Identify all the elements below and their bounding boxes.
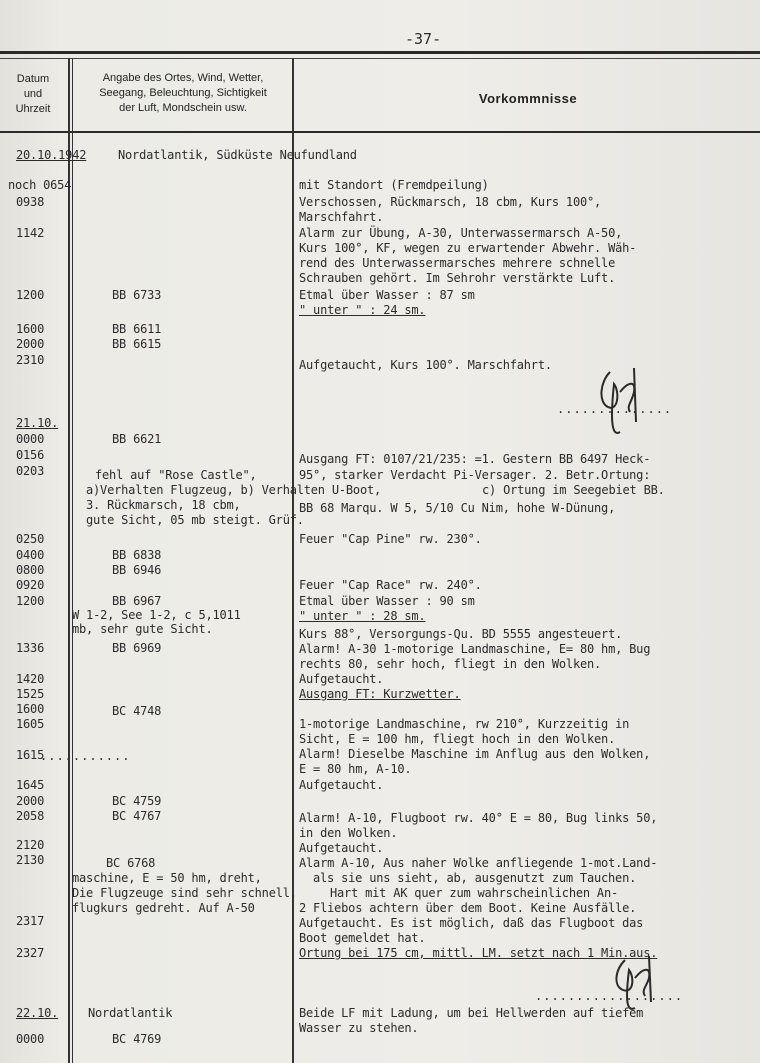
- date-cell: 22.10.: [16, 1006, 59, 1020]
- time-cell: 1525: [16, 687, 45, 701]
- event-cell: als sie uns sieht, ab, ausgenutzt zum Tauchen.: [313, 871, 637, 885]
- time-cell: 0920: [16, 578, 45, 592]
- time-cell: 2000: [16, 794, 45, 808]
- time-cell: 2130: [16, 853, 45, 867]
- place-cell: fehl auf "Rose Castle",: [95, 468, 257, 482]
- event-cell: Feuer "Cap Pine" rw. 230°.: [299, 532, 482, 546]
- time-cell: 0000: [16, 432, 45, 446]
- place-cell: BB 6611: [112, 322, 162, 336]
- event-cell: Etmal über Wasser : 87 sm: [299, 288, 475, 302]
- column-divider-2: [292, 58, 294, 1063]
- header-ort: [74, 71, 292, 116]
- event-cell: Beide LF mit Ladung, um bei Hellwerden auf tiefem: [299, 1006, 644, 1020]
- time-cell: 2058: [16, 809, 45, 823]
- time-cell: 1645: [16, 778, 45, 792]
- place-cell: BB 6946: [112, 563, 162, 577]
- place-cell: flugkurs gedreht. Auf A-50: [72, 901, 255, 915]
- event-cell: Wasser zu stehen.: [299, 1021, 419, 1035]
- place-cell: BC 4759: [112, 794, 162, 808]
- event-cell: Alarm! A-30 1-motorige Landmaschine, E= 80 hm, Bug: [299, 642, 651, 656]
- event-cell: " unter " : 24 sm.: [299, 303, 426, 317]
- time-cell: 2327: [16, 946, 45, 960]
- event-cell: Verschossen, Rückmarsch, 18 cbm, Kurs 100°,: [299, 195, 602, 209]
- place-cell: BC 4769: [112, 1032, 162, 1046]
- time-cell: 1615: [16, 748, 45, 762]
- place-cell: BB 6733: [112, 288, 162, 302]
- event-cell: 95°, starker Verdacht Pi-Versager. 2. Betr.Ortung:: [299, 468, 651, 482]
- header-ort-line: Angabe des Ortes, Wind, Wetter,: [102, 72, 264, 84]
- time-cell: 1600: [16, 322, 45, 336]
- event-cell: Feuer "Cap Race" rw. 240°.: [299, 578, 482, 592]
- place-cell: mb, sehr gute Sicht.: [72, 622, 213, 636]
- time-cell: 0250: [16, 532, 45, 546]
- event-cell: Aufgetaucht.: [299, 672, 384, 686]
- time-cell: 2000: [16, 337, 45, 351]
- header-datum-line: Uhrzeit: [15, 103, 51, 115]
- place-cell: BB 6967: [112, 594, 162, 608]
- event-cell: " unter " : 28 sm.: [299, 609, 426, 623]
- header-datum-line: Datum: [16, 73, 50, 85]
- event-cell: in den Wolken.: [299, 826, 398, 840]
- event-cell: E = 80 hm, A-10.: [299, 762, 412, 776]
- date-cell: 21.10.: [16, 416, 59, 430]
- time-cell: 0000: [16, 1032, 45, 1046]
- place-cell: Die Flugzeuge sind sehr schnell.: [72, 886, 297, 900]
- header-bottom-rule: [0, 131, 760, 133]
- place-cell: a)Verhalten Flugzeug, b) Verhalten U-Boot,: [86, 483, 382, 497]
- time-cell: 0800: [16, 563, 45, 577]
- time-cell: 1142: [16, 226, 45, 240]
- place-cell: BC 6768: [106, 856, 156, 870]
- time-cell: 2310: [16, 353, 45, 367]
- signature-dots: ..............: [557, 402, 673, 416]
- header-ort-line: Seegang, Beleuchtung, Sichtigkeit: [99, 87, 267, 99]
- header-ort-line: der Luft, Mondschein usw.: [119, 102, 247, 114]
- event-cell: BB 68 Marqu. W 5, 5/10 Cu Nim, hohe W-Dünung,: [299, 501, 616, 515]
- place-cell: W 1-2, See 1-2, c 5,1011: [72, 608, 241, 622]
- time-cell: 1420: [16, 672, 45, 686]
- page-number: -37-: [405, 30, 442, 48]
- event-cell: Etmal über Wasser : 90 sm: [299, 594, 475, 608]
- event-cell: mit Standort (Fremdpeilung): [299, 178, 489, 192]
- event-cell: Boot gemeldet hat.: [299, 931, 426, 945]
- time-cell: 2120: [16, 838, 45, 852]
- signature-2: [605, 952, 665, 1014]
- time-cell: noch 0654: [8, 178, 72, 192]
- event-cell: Alarm A-10, Aus naher Wolke anfliegende 1-mot.Land-: [299, 856, 658, 870]
- header-top-rule: [0, 51, 760, 54]
- event-cell: Schrauben gehört. Im Sehrohr verstärkte Luft.: [299, 271, 616, 285]
- event-cell: Ausgang FT: 0107/21/235: =1. Gestern BB 6497 Heck-: [299, 452, 651, 466]
- event-cell: Ausgang FT: Kurzwetter.: [299, 687, 461, 701]
- separator-dots: ...........: [40, 749, 131, 763]
- event-cell: Sicht, E = 100 hm, fliegt hoch in den Wolken.: [299, 732, 616, 746]
- event-cell: Kurs 88°, Versorgungs-Qu. BD 5555 angesteuert.: [299, 627, 623, 641]
- event-cell: Aufgetaucht. Es ist möglich, daß das Flugboot das: [299, 916, 644, 930]
- time-cell: 1600: [16, 702, 45, 716]
- place-cell: BB 6621: [112, 432, 162, 446]
- time-cell: 0938: [16, 195, 45, 209]
- place-cell: Nordatlantik, Südküste Neufundland: [118, 148, 357, 162]
- event-cell: Alarm! Dieselbe Maschine im Anflug aus den Wolken,: [299, 747, 651, 761]
- event-cell: Aufgetaucht.: [299, 778, 384, 792]
- place-cell: BC 4748: [112, 704, 162, 718]
- time-cell: 1336: [16, 641, 45, 655]
- place-cell: BC 4767: [112, 809, 162, 823]
- time-cell: 1200: [16, 594, 45, 608]
- place-cell: BB 6615: [112, 337, 162, 351]
- time-cell: 1200: [16, 288, 45, 302]
- signature-dots: ..................: [535, 989, 684, 1003]
- event-cell: Kurs 100°, KF, wegen zu erwartender Abwehr. Wäh-: [299, 241, 637, 255]
- header-datum-line: und: [23, 88, 43, 100]
- place-cell: maschine, E = 50 hm, dreht,: [72, 871, 262, 885]
- event-cell: c) Ortung im Seegebiet BB.: [482, 483, 665, 497]
- event-cell: Alarm zur Übung, A-30, Unterwassermarsch A-50,: [299, 226, 623, 240]
- time-cell: 2317: [16, 914, 45, 928]
- event-cell: Marschfahrt.: [299, 210, 384, 224]
- event-cell: rechts 80, sehr hoch, fliegt in den Wolken.: [299, 657, 602, 671]
- column-divider-1: [68, 58, 70, 1063]
- place-cell: BB 6838: [112, 548, 162, 562]
- event-cell: Aufgetaucht.: [299, 841, 384, 855]
- time-cell: 0400: [16, 548, 45, 562]
- event-cell: 1-motorige Landmaschine, rw 210°, Kurzzeitig in: [299, 717, 630, 731]
- date-cell: 20.10.1942: [16, 148, 87, 162]
- place-cell: BB 6969: [112, 641, 162, 655]
- place-cell: gute Sicht, 05 mb steigt. Grüf.: [86, 513, 304, 527]
- event-cell: rend des Unterwassermarsches mehrere schnelle: [299, 256, 616, 270]
- event-cell: Aufgetaucht, Kurs 100°. Marschfahrt.: [299, 358, 552, 372]
- time-cell: 0203: [16, 464, 45, 478]
- time-cell: 1605: [16, 717, 45, 731]
- event-cell: Hart mit AK quer zum wahrscheinlichen An-: [330, 886, 619, 900]
- time-cell: 0156: [16, 448, 45, 462]
- event-cell: Alarm! A-10, Flugboot rw. 40° E = 80, Bug links 50,: [299, 811, 658, 825]
- event-cell: 2 Fliebos achtern über dem Boot. Keine Ausfälle.: [299, 901, 637, 915]
- header-vorkommnisse: Vorkommnisse: [478, 91, 578, 106]
- header-second-rule: [0, 58, 760, 59]
- place-cell: 3. Rückmarsch, 18 cbm,: [86, 498, 241, 512]
- header-datum: [2, 72, 64, 117]
- place-cell: Nordatlantik: [88, 1006, 173, 1020]
- event-cell: Ortung bei 175 cm, mittl. LM. setzt nach 1 Min.aus.: [299, 946, 658, 960]
